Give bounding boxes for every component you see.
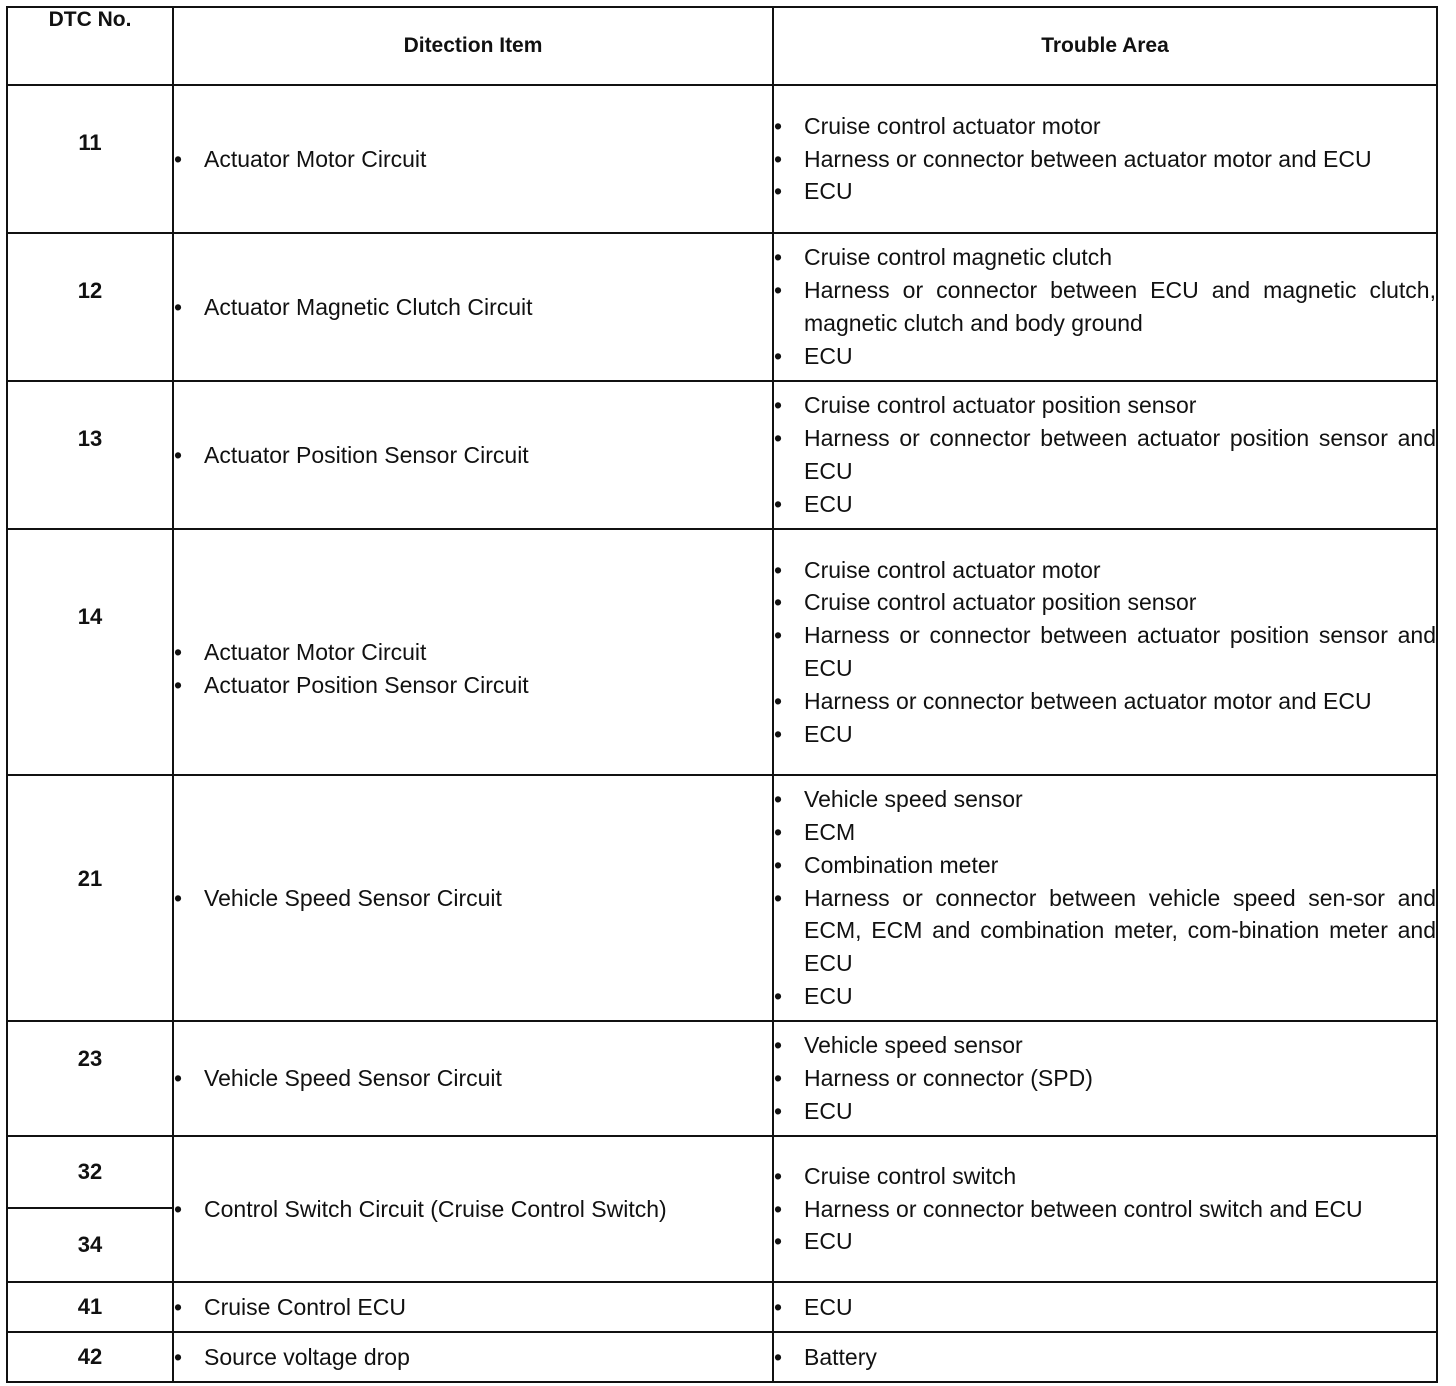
- trouble-area-cell: [773, 775, 1437, 1021]
- trouble-item: • Cruise control actuator position sensor: [774, 586, 1436, 619]
- trouble-item: • ECU: [774, 340, 1436, 373]
- dtc-code-cell: [7, 85, 173, 233]
- detection-item-cell: [173, 1282, 773, 1332]
- trouble-item: • ECU: [774, 1225, 1436, 1258]
- trouble-item: • ECU: [774, 1291, 1436, 1324]
- trouble-item: • Harness or connector between actuator position sensor and ECU: [774, 619, 1436, 685]
- dtc-code-cell: [7, 381, 173, 529]
- trouble-item: • Cruise control actuator motor: [774, 554, 1436, 587]
- trouble-item: • Cruise control switch: [774, 1160, 1436, 1193]
- detection-item-cell: [173, 381, 773, 529]
- table-row: [7, 381, 1437, 529]
- table-row: [7, 1282, 1437, 1332]
- dtc-table: [6, 6, 1438, 1383]
- trouble-item: • ECU: [774, 1095, 1436, 1128]
- trouble-item: • Harness or connector between vehicle speed sen-sor and ECM, ECM and combination meter, com-bination meter and ECU: [774, 882, 1436, 980]
- trouble-item: • Cruise control actuator position sensor: [774, 389, 1436, 422]
- dtc-code-cell: [7, 233, 173, 381]
- detection-item: • Actuator Position Sensor Circuit: [174, 669, 772, 702]
- dtc-code-cell: [7, 529, 173, 775]
- trouble-item: • Cruise control actuator motor: [774, 110, 1436, 143]
- table-row: [7, 1136, 1437, 1282]
- trouble-item: • Combination meter: [774, 849, 1436, 882]
- table-row: [7, 1021, 1437, 1136]
- trouble-area-cell: [773, 1136, 1437, 1282]
- trouble-item: • Harness or connector between ECU and magnetic clutch, magnetic clutch and body ground: [774, 274, 1436, 340]
- detection-item: • Actuator Motor Circuit: [174, 143, 772, 176]
- dtc-code-cell: [7, 775, 173, 1021]
- trouble-item: • Harness or connector between actuator position sensor and ECU: [774, 422, 1436, 488]
- dtc-code: 11: [78, 130, 102, 155]
- table-row: [7, 233, 1437, 381]
- detection-item: • Vehicle Speed Sensor Circuit: [174, 1062, 772, 1095]
- trouble-item: • Harness or connector between control switch and ECU: [774, 1193, 1436, 1226]
- trouble-area-cell: [773, 529, 1437, 775]
- table-row: [7, 85, 1437, 233]
- trouble-area-cell: [773, 1282, 1437, 1332]
- trouble-item: • ECU: [774, 718, 1436, 751]
- header-dtc-no: DTC No.: [7, 7, 173, 85]
- dtc-code-cell: [7, 1021, 173, 1136]
- trouble-item: • ECU: [774, 488, 1436, 521]
- table-row: [7, 775, 1437, 1021]
- trouble-item: • Cruise control magnetic clutch: [774, 241, 1436, 274]
- detection-item: • Vehicle Speed Sensor Circuit: [174, 882, 772, 915]
- trouble-item: • ECM: [774, 816, 1436, 849]
- dtc-code: 41: [77, 1294, 103, 1319]
- detection-item: • Actuator Position Sensor Circuit: [174, 439, 772, 472]
- detection-item-cell: [173, 1136, 773, 1282]
- trouble-item: • ECU: [774, 980, 1436, 1013]
- trouble-item: • Vehicle speed sensor: [774, 1029, 1436, 1062]
- detection-item: • Source voltage drop: [174, 1341, 772, 1374]
- detection-item-cell: [173, 1332, 773, 1382]
- trouble-area-cell: [773, 381, 1437, 529]
- trouble-item: • Battery: [774, 1341, 1436, 1374]
- detection-item-cell: [173, 233, 773, 381]
- header-detection-item: Ditection Item: [173, 7, 773, 85]
- detection-item: • Actuator Magnetic Clutch Circuit: [174, 291, 772, 324]
- dtc-code-cell: [7, 1282, 173, 1332]
- trouble-item: • ECU: [774, 175, 1436, 208]
- table-row: [7, 1332, 1437, 1382]
- dtc-code: 21: [77, 866, 103, 891]
- trouble-item: • Harness or connector between actuator motor and ECU: [774, 685, 1436, 718]
- dtc-code-split-bottom: [8, 1209, 172, 1281]
- dtc-code: 34: [77, 1232, 103, 1257]
- detection-item-cell: [173, 529, 773, 775]
- dtc-code: 13: [77, 426, 103, 451]
- detection-item-cell: [173, 775, 773, 1021]
- trouble-item: • Harness or connector (SPD): [774, 1062, 1436, 1095]
- header-row: [7, 7, 1437, 85]
- trouble-item: • Vehicle speed sensor: [774, 783, 1436, 816]
- trouble-area-cell: [773, 1021, 1437, 1136]
- trouble-area-cell: [773, 233, 1437, 381]
- dtc-code: 32: [77, 1159, 103, 1184]
- dtc-code-cell: [7, 1332, 173, 1382]
- detection-item-cell: [173, 1021, 773, 1136]
- dtc-code: 23: [77, 1046, 103, 1071]
- detection-item: • Actuator Motor Circuit: [174, 636, 772, 669]
- header-trouble-area: Trouble Area: [773, 7, 1437, 85]
- dtc-code: 12: [77, 278, 103, 303]
- trouble-item: • Harness or connector between actuator motor and ECU: [774, 143, 1436, 176]
- dtc-code: 14: [77, 604, 103, 629]
- dtc-code: 42: [77, 1344, 103, 1369]
- table-row: [7, 529, 1437, 775]
- trouble-area-cell: [773, 1332, 1437, 1382]
- dtc-code-cell: [7, 1136, 173, 1282]
- trouble-area-cell: [773, 85, 1437, 233]
- detection-item-cell: [173, 85, 773, 233]
- dtc-code-split-top: [8, 1137, 172, 1209]
- detection-item: • Cruise Control ECU: [174, 1291, 772, 1324]
- detection-item: • Control Switch Circuit (Cruise Control Switch): [174, 1193, 772, 1226]
